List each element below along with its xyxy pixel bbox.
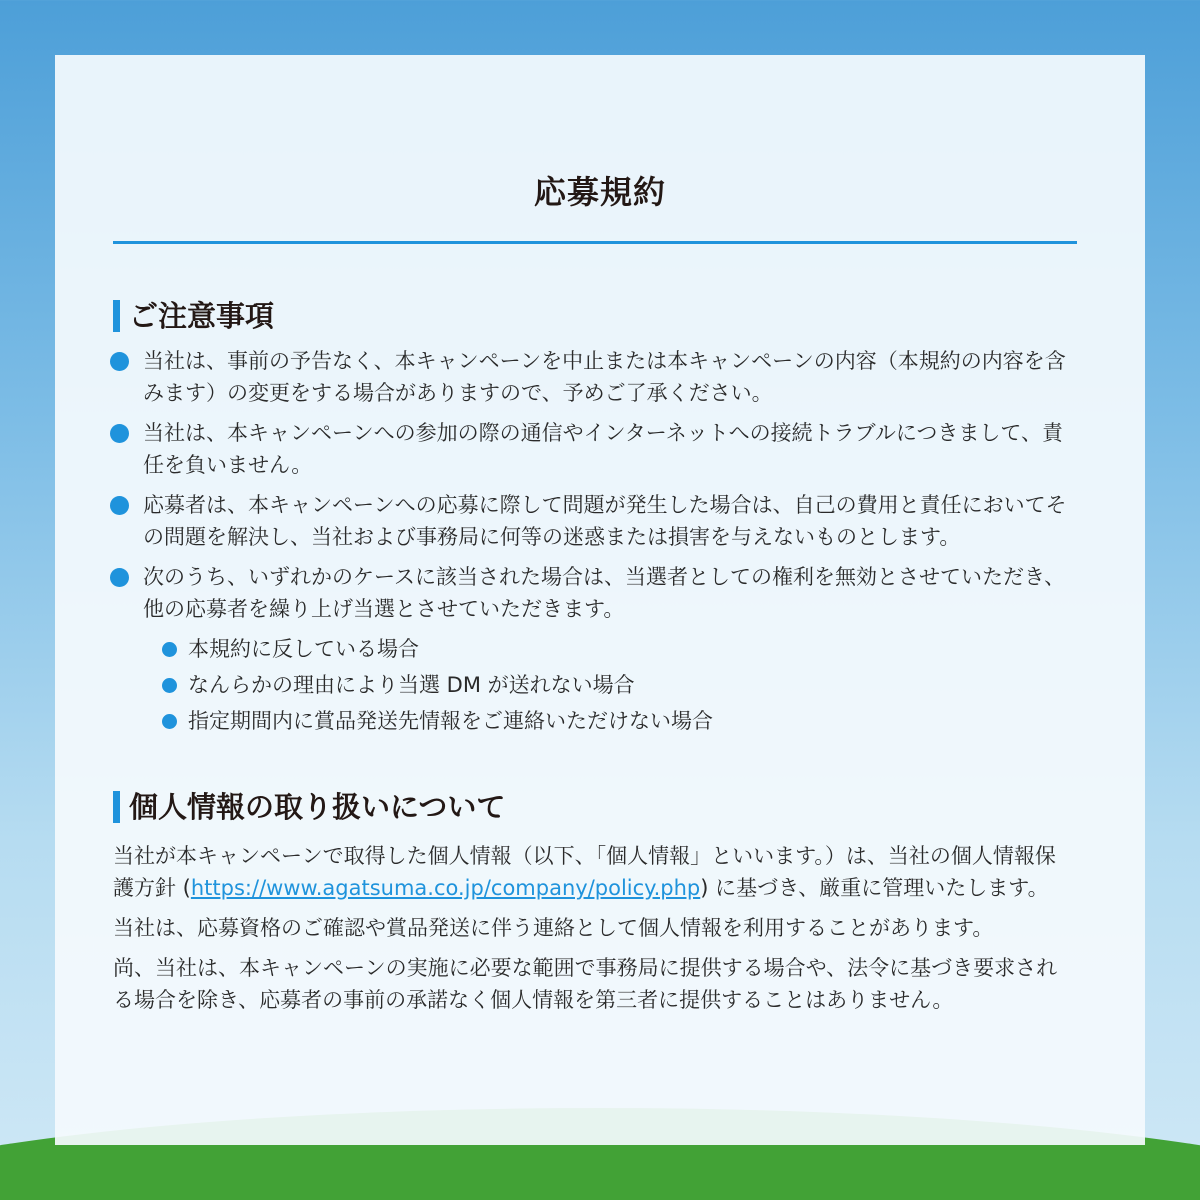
list-item-disqualification (108, 561, 1068, 739)
section-heading-privacy: 個人情報の取り扱いについて (113, 789, 505, 825)
paragraph-text: 当社が本キャンペーンで取得した個人情報（以下、「個人情報」といいます。）は、当社の個人情報保護方針 ( (113, 844, 1056, 900)
privacy-body (113, 840, 1073, 1024)
list-item-text: 次のうち、いずれかのケースに該当された場合は、当選者としての権利を無効とさせていただき、他の応募者を繰り上げ当選とさせていただきます。 (143, 565, 1066, 621)
paragraph-text: ) に基づき、厳重に管理いたします。 (700, 876, 1049, 900)
privacy-policy-link[interactable]: https://www.agatsuma.co.jp/company/policy.php (190, 876, 701, 900)
list-item: 当社は、本キャンペーンへの参加の際の通信やインターネットへの接続トラブルにつきまして、責任を負いません。 (108, 417, 1068, 481)
privacy-paragraph-1 (113, 840, 1073, 904)
section-heading-notes: ご注意事項 (113, 298, 274, 334)
sub-list-item: なんらかの理由により当選 DM が送れない場合 (162, 667, 1068, 703)
privacy-paragraph-2: 当社は、応募資格のご確認や賞品発送に伴う連絡として個人情報を利用することがあります。 (113, 916, 994, 940)
privacy-paragraph-3: 尚、当社は、本キャンペーンの実施に必要な範囲で事務局に提供する場合や、法令に基づき要求される場合を除き、応募者の事前の承諾なく個人情報を第三者に提供することはありません。 (113, 956, 1058, 1012)
terms-panel (55, 55, 1145, 1145)
sub-list-item: 指定期間内に賞品発送先情報をご連絡いただけない場合 (162, 703, 1068, 739)
sub-list-item: 本規約に反している場合 (162, 631, 1068, 667)
list-item: 当社は、事前の予告なく、本キャンペーンを中止または本キャンペーンの内容（本規約の内容を含みます）の変更をする場合がありますので、予めご了承ください。 (108, 345, 1068, 409)
list-item: 応募者は、本キャンペーンへの応募に際して問題が発生した場合は、自己の費用と責任においてその問題を解決し、当社および事務局に何等の迷惑または損害を与えないものとします。 (108, 489, 1068, 553)
page-title: 応募規約 (533, 173, 666, 211)
notes-list (108, 345, 1068, 747)
disqualification-sub-list (162, 631, 1068, 739)
title-divider (113, 241, 1077, 244)
